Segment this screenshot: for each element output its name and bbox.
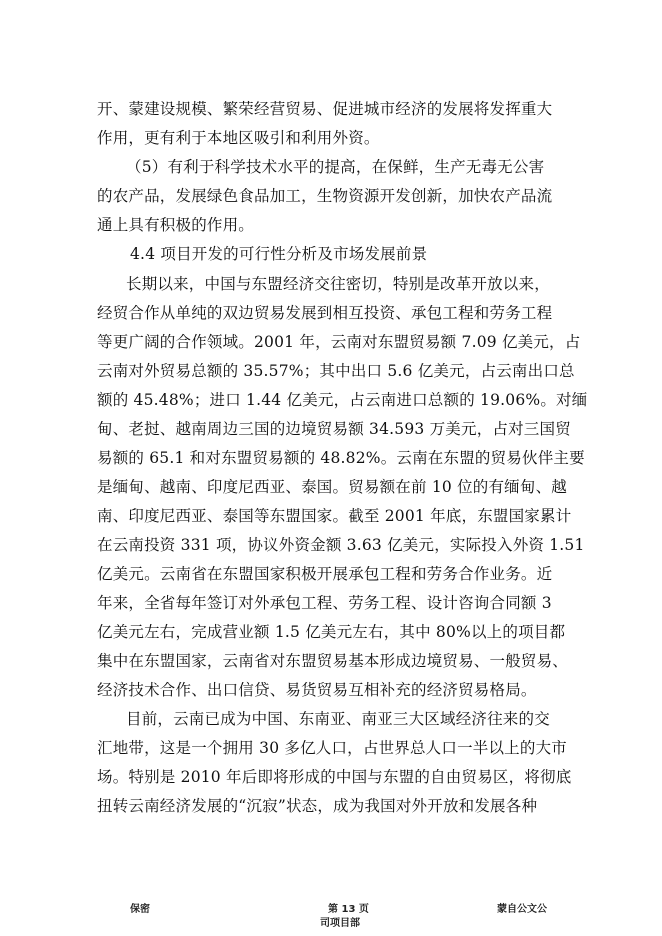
text-line: 南、印度尼西亚、泰国等东盟国家。截至 2001 年底，东盟国家累计 — [97, 507, 572, 525]
text-line: 作用，更有利于本地区吸引和利用外资。 — [97, 129, 380, 147]
text-line: 易额的 65.1 和对东盟贸易额的 48.82%。云南在东盟的贸易伙伴主要 — [97, 449, 585, 467]
text-line: 集中在东盟国家，云南省对东盟贸易基本形成边境贸易、一般贸易、 — [97, 652, 569, 670]
text-line: 经济技术合作、出口信贷、易货贸易互相补充的经济贸易格局。 — [97, 681, 537, 699]
text-line: 额的 45.48%；进口 1.44 亿美元，占云南进口总额的 19.06%。对缅 — [97, 391, 588, 409]
text-line: 亿美元。云南省在东盟国家积极开展承包工程和劳务合作业务。近 — [97, 565, 553, 583]
text-line: 的农产品，发展绿色食品加工，生物资源开发创新，加快农产品流 — [97, 187, 553, 205]
footer-right: 蒙自公文公 — [497, 904, 547, 915]
text-line: 亿美元左右，完成营业额 1.5 亿美元左右，其中 80%以上的项目都 — [97, 623, 566, 641]
text-line: 扭转云南经济发展的“沉寂”状态，成为我国对外开放和发展各种 — [97, 797, 538, 815]
text-line: 年来，全省每年签订对外承包工程、劳务工程、设计咨询合同额 3 — [97, 594, 552, 612]
text-line: 云南对外贸易总额的 35.57%；其中出口 5.6 亿美元，占云南出口总 — [97, 362, 575, 380]
text-line: 通上具有积极的作用。 — [97, 216, 255, 234]
footer-left: 保密 — [130, 904, 150, 915]
text-line: 在云南投资 331 项，协议外资金额 3.63 亿美元，实际投入外资 1.51 — [97, 536, 585, 554]
text-line: 开、蒙建设规模、繁荣经营贸易、促进城市经济的发展将发挥重大 — [97, 100, 553, 118]
text-line: 等更广阔的合作领域。2001 年，云南对东盟贸易额 7.09 亿美元，占 — [97, 333, 581, 351]
text-line: 经贸合作从单纯的双边贸易发展到相互投资、承包工程和劳务工程 — [97, 304, 553, 322]
footer-page-number: 第 13 页 — [328, 904, 369, 915]
section-heading: 4.4 项目开发的可行性分析及市场发展前景 — [130, 245, 428, 263]
text-line: 目前，云南已成为中国、东南亚、南亚三大区域经济往来的交 — [126, 710, 550, 728]
text-line: 甸、老挝、越南周边三国的边境贸易额 34.593 万美元，占对三国贸 — [97, 420, 571, 438]
text-line: 场。特别是 2010 年后即将形成的中国与东盟的自由贸易区，将彻底 — [97, 768, 572, 786]
text-line: （5）有利于科学技术水平的提高，在保鲜，生产无毒无公害 — [126, 158, 545, 176]
text-line: 长期以来，中国与东盟经济交往密切，特别是改革开放以来， — [126, 275, 550, 293]
footer-bottom: 司项目部 — [320, 918, 360, 929]
text-line: 是缅甸、越南、印度尼西亚、泰国。贸易额在前 10 位的有缅甸、越 — [97, 478, 567, 496]
text-line: 汇地带，这是一个拥用 30 多亿人口，占世界总人口一半以上的大市 — [97, 739, 567, 757]
